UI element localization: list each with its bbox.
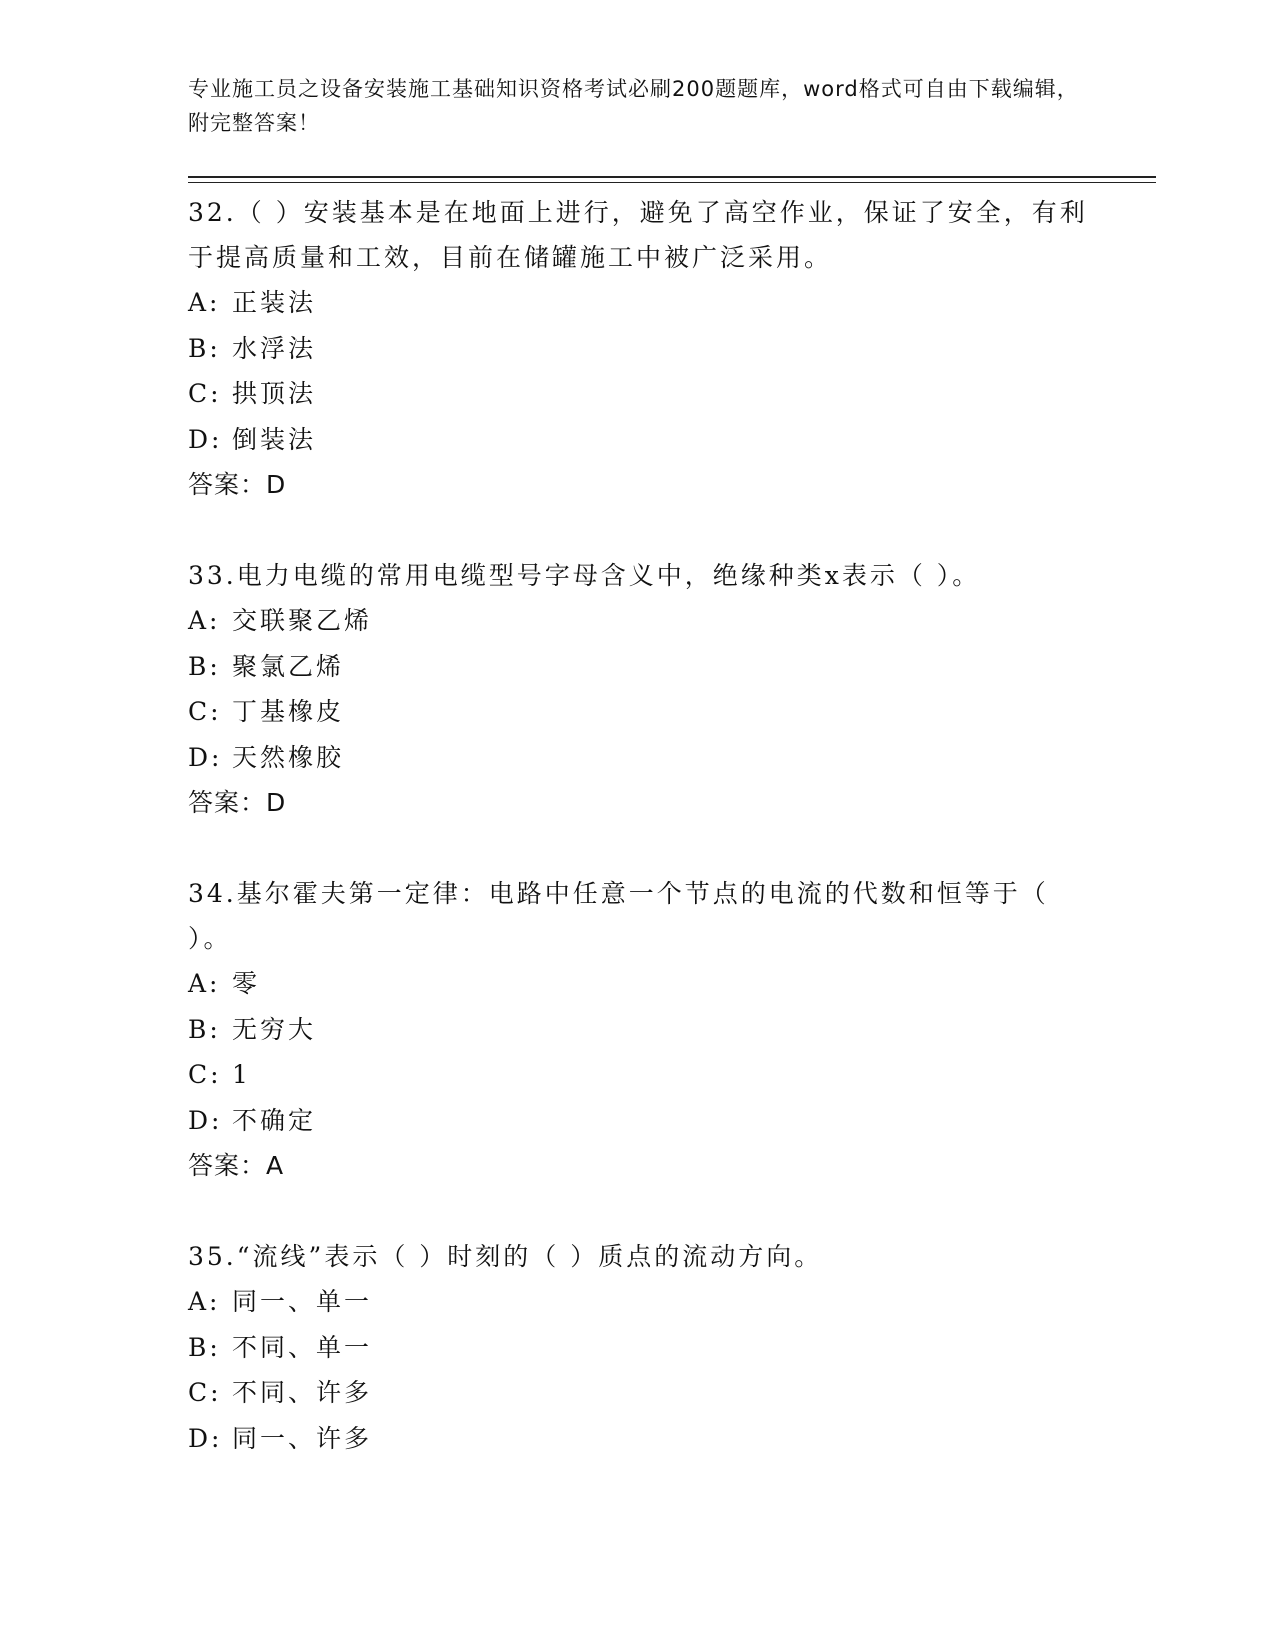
question-32 — [188, 190, 1088, 507]
option-d — [188, 1416, 1088, 1462]
option-b — [188, 1007, 1088, 1053]
option-text: 倒装法 — [232, 424, 317, 454]
option-text: 交联聚乙烯 — [232, 606, 373, 635]
option-a — [188, 598, 1088, 644]
option-letter: D: — [188, 1423, 223, 1453]
answer-text: 答案：D — [188, 470, 287, 499]
option-letter: C: — [188, 1378, 222, 1407]
question-35 — [188, 1234, 1088, 1461]
option-letter: C: — [188, 1060, 222, 1089]
option-letter: B: — [188, 1332, 221, 1362]
answer-text: 答案：D — [188, 788, 287, 817]
option-d — [188, 417, 1088, 463]
option-b — [188, 644, 1088, 690]
option-b — [188, 326, 1088, 372]
option-letter: A: — [188, 288, 221, 317]
option-text: 正装法 — [232, 288, 317, 317]
option-letter: C: — [188, 379, 222, 408]
option-letter: B: — [188, 333, 221, 363]
option-text: 零 — [232, 969, 261, 998]
question-stem: 34.基尔霍夫第一定律：电路中任意一个节点的电流的代数和恒等于（ ）。 — [188, 879, 1049, 953]
option-text: 不确定 — [232, 1105, 317, 1135]
option-text: 天然橡胶 — [232, 742, 345, 772]
option-d — [188, 735, 1088, 781]
option-letter: A: — [188, 1287, 221, 1316]
header-divider-thin — [188, 182, 1156, 183]
option-text: 水浮法 — [232, 333, 317, 363]
option-letter: C: — [188, 697, 222, 726]
question-stem: 32.（ ）安装基本是在地面上进行，避免了高空作业，保证了安全，有利于提高质量和工效，目前在储罐施工中被广泛采用。 — [188, 198, 1088, 272]
option-text: 1 — [232, 1060, 251, 1089]
option-letter: A: — [188, 606, 221, 635]
option-letter: B: — [188, 1014, 221, 1044]
option-text: 同一、许多 — [232, 1423, 373, 1453]
option-letter: D: — [188, 424, 223, 454]
question-stem: 33.电力电缆的常用电缆型号字母含义中，绝缘种类x表示（ ）。 — [188, 561, 981, 590]
answer-text: 答案：A — [188, 1151, 285, 1180]
option-text: 不同、单一 — [232, 1332, 373, 1362]
option-letter: B: — [188, 651, 221, 681]
question-34 — [188, 871, 1088, 1188]
option-a — [188, 961, 1088, 1007]
option-b — [188, 1325, 1088, 1371]
option-letter: D: — [188, 1105, 223, 1135]
question-33 — [188, 553, 1088, 825]
question-stem: 35.“流线”表示（ ）时刻的（ ）质点的流动方向。 — [188, 1242, 823, 1271]
option-letter: D: — [188, 742, 223, 772]
option-c — [188, 689, 1088, 735]
option-d — [188, 1098, 1088, 1144]
document-title: 专业施工员之设备安装施工基础知识资格考试必刷200题题库，word格式可自由下载编辑，附完整答案！ — [188, 77, 1079, 135]
option-text: 拱顶法 — [232, 379, 317, 408]
option-text: 同一、单一 — [232, 1287, 373, 1316]
option-a — [188, 280, 1088, 326]
question-list — [188, 190, 1088, 1507]
option-text: 聚氯乙烯 — [232, 651, 345, 681]
option-c — [188, 371, 1088, 417]
option-a — [188, 1279, 1088, 1325]
option-text: 丁基橡皮 — [232, 697, 345, 726]
option-c — [188, 1370, 1088, 1416]
option-text: 无穷大 — [232, 1014, 317, 1044]
option-c — [188, 1052, 1088, 1098]
option-letter: A: — [188, 969, 221, 998]
option-text: 不同、许多 — [232, 1378, 373, 1407]
header-divider — [188, 176, 1156, 178]
